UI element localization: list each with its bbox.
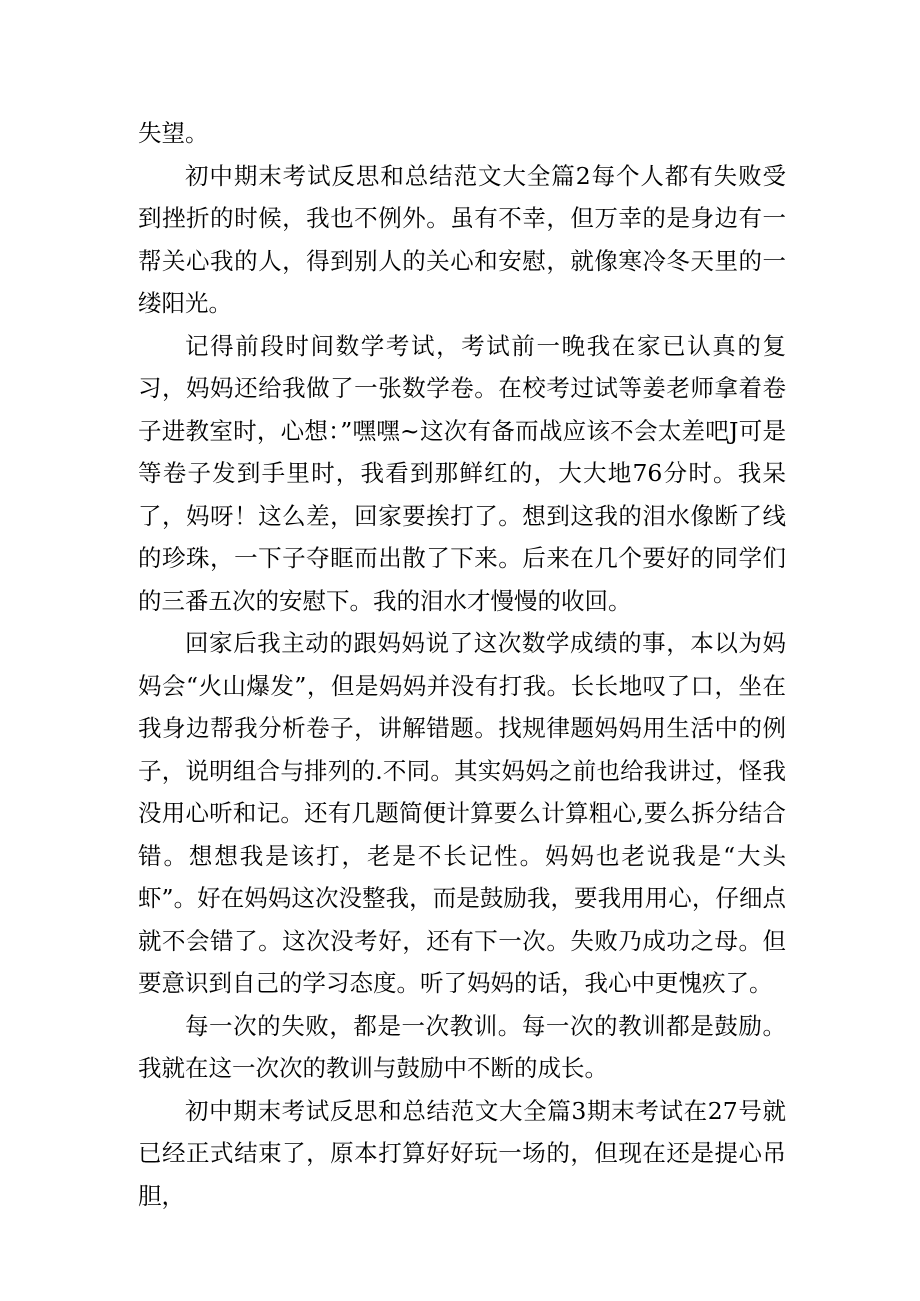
paragraph-lesson: 每一次的失败，都是一次教训。每一次的教训都是鼓励。我就在这一次次的教训与鼓励中不断的成长。 [138,1011,786,1082]
paragraph-essay-3-intro: 初中期末考试反思和总结范文大全篇3期末考试在27号就已经正式结束了，原本打算好好玩一场的，但现在还是提心吊胆， [138,1096,786,1210]
paragraph-essay-2-intro: 初中期末考试反思和总结范文大全篇2每个人都有失败受到挫折的时候，我也不例外。虽有不幸，但万幸的是身边有一帮关心我的人，得到别人的关心和安慰，就像寒冷冬天里的一缕阳光。 [138,161,786,317]
paragraph-mother-talk: 回家后我主动的跟妈妈说了这次数学成绩的事，本以为妈妈会“火山爆发”，但是妈妈并没有打我。长长地叹了口，坐在我身边帮我分析卷子，讲解错题。找规律题妈妈用生活中的例子，说明组合与排列的.不同。其实妈妈之前也给我讲过，怪我没用心听和记。还有几题简便计算要么计算粗心,要么拆分结合错。想想我是该打，老是不长记性。妈妈也老说我是“大头虾”。好在妈妈这次没整我，而是鼓励我，要我用用心，仔细点就不会错了。这次没考好，还有下一次。失败乃成功之母。但要意识到自己的学习态度。听了妈妈的话，我心中更愧疚了。 [138,629,786,997]
paragraph-continuation: 失望。 [138,119,209,147]
document-body [138,112,786,1217]
paragraph-math-exam: 记得前段时间数学考试，考试前一晚我在家已认真的复习，妈妈还给我做了一张数学卷。在校考过试等姜老师拿着卷子进教室时，心想：”嘿嘿~这次有备而战应该不会太差吧J可是等卷子发到手里时，我看到那鲜红的，大大地76分时。我呆了，妈呀！这么差，回家要挨打了。想到这我的泪水像断了线的珍珠，一下子夺眶而出散了下来。后来在几个要好的同学们的三番五次的安慰下。我的泪水才慢慢的收回。 [138,331,786,615]
